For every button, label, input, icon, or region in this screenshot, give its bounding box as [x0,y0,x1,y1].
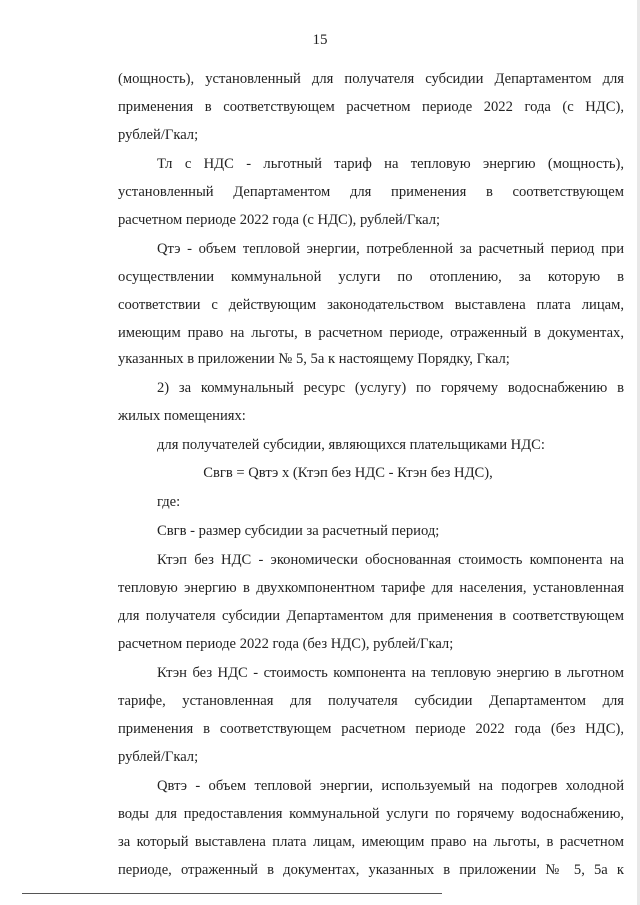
text-line: за который выставлена плата лицам, имеющим право на льготы, в расчетном [118,834,624,850]
text-line: осуществлении коммунальной услуги по отоплению, за которую в [118,269,624,285]
text-line: рублей/Гкал; [118,127,199,143]
text-line: применения в соответствующем расчетном периоде 2022 года (без НДС), [118,721,624,737]
text-line: 2) за коммунальный ресурс (услугу) по горячему водоснабжению в [157,380,624,396]
text-line: Свгв - размер субсидии за расчетный период; [157,523,440,539]
text-line: рублей/Гкал; [118,749,199,765]
text-line: расчетном периоде 2022 года (с НДС), рублей/Гкал; [118,212,441,228]
text-line: воды для предоставления коммунальной услуги по горячему водоснабжению, [118,806,624,822]
text-line: имеющим право на льготы, в расчетном периоде, отраженный в документах, [118,325,624,341]
text-line: Ктэп без НДС - экономически обоснованная стоимость компонента на [157,552,624,568]
text-line: где: [157,494,181,510]
text-line: периоде, отраженный в документах, указанных в приложении № 5, 5а к [118,862,624,878]
text-line: Ктэн без НДС - стоимость компонента на тепловую энергию в льготном [157,665,624,681]
text-line: Qвтэ - объем тепловой энергии, используемый на подогрев холодной [157,778,624,794]
text-line: установленный Департаментом для применения в соответствующем [118,184,624,200]
text-line: для получателей субсидии, являющихся плательщиками НДС: [157,437,545,453]
text-line: Тл с НДС - льготный тариф на тепловую энергию (мощность), [157,156,624,172]
text-line: указанных в приложении № 5, 5а к настоящему Порядку, Гкал; [118,351,510,367]
text-line: жилых помещениях: [118,408,246,424]
page-number: 15 [312,32,328,48]
text-line: для получателя субсидии Департаментом для применения в соответствующем [118,608,624,624]
text-line: тарифе, установленная для получателя субсидии Департаментом для [118,693,624,709]
formula: Свгв = Qвтэ x (Ктэп без НДС - Ктэн без НДС), [203,465,493,481]
text-line: применения в соответствующем расчетном периоде 2022 года (с НДС), [118,99,624,115]
text-line: расчетном периоде 2022 года (без НДС), рублей/Гкал; [118,636,454,652]
text-line: тепловую энергию в двухкомпонентном тарифе для населения, установленная [118,580,624,596]
footer-rule [22,893,442,894]
text-line: Qтэ - объем тепловой энергии, потребленной за расчетный период при [157,241,624,257]
text-line: соответствии с действующим законодательством выставлена плата лицам, [118,297,624,313]
text-line: (мощность), установленный для получателя субсидии Департаментом для [118,71,624,87]
